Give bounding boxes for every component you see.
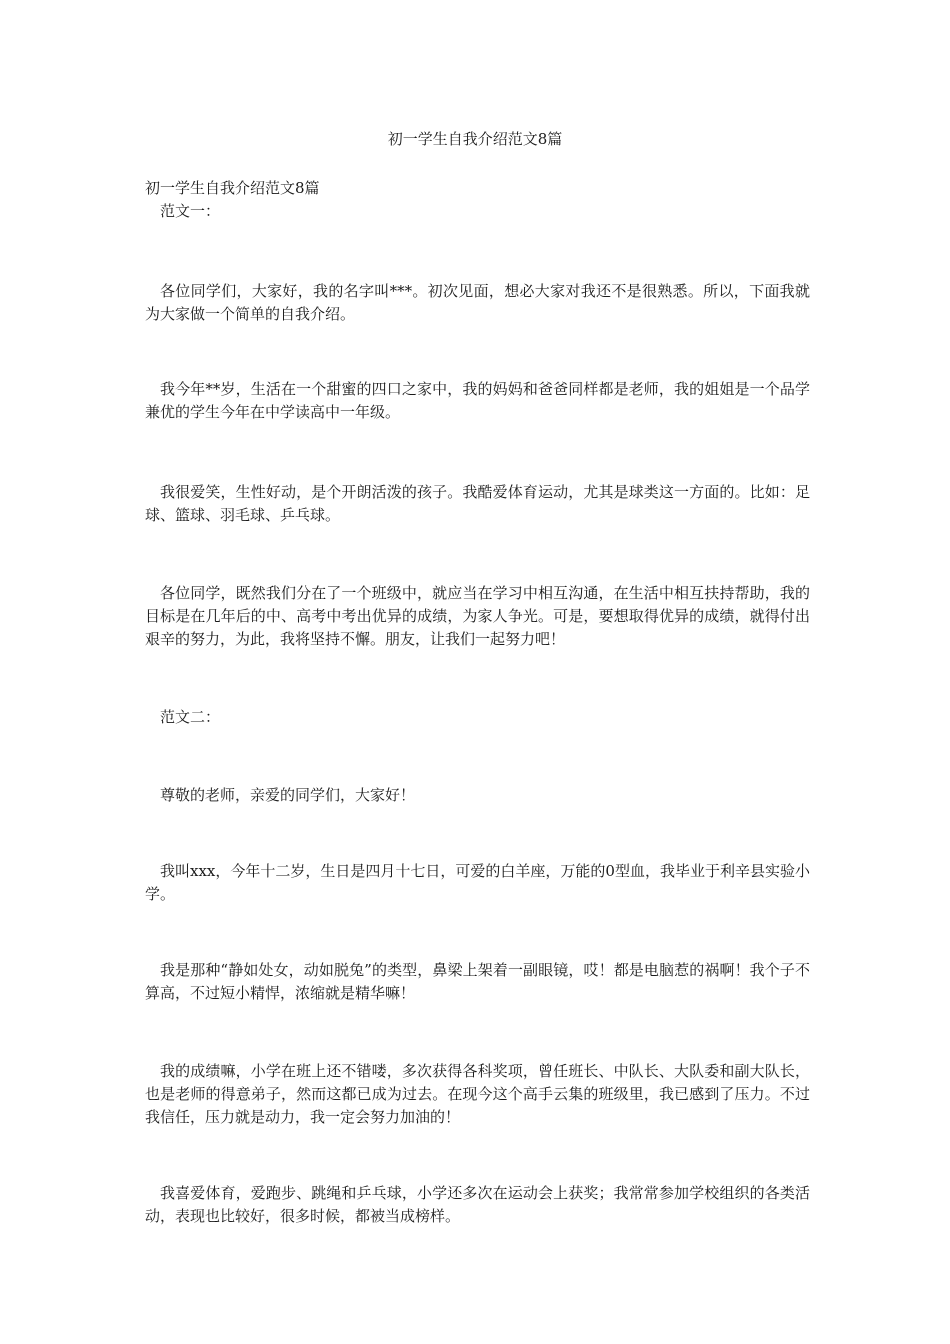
- paragraph: 各位同学们，大家好，我的名字叫***。初次见面，想必大家对我还不是很熟悉。所以，下面我就为大家做一个简单的自我介绍。: [145, 282, 810, 323]
- paragraph: 我喜爱体育，爱跑步、跳绳和乒乓球，小学还多次在运动会上获奖；我常常参加学校组织的各类活动，表现也比较好，很多时候，都被当成榜样。: [145, 1184, 810, 1225]
- section-heading-1: 范文一：: [160, 202, 221, 220]
- paragraph: 各位同学，既然我们分在了一个班级中，就应当在学习中相互沟通，在生活中相互扶持帮助，我的目标是在几年后的中、高考中考出优异的成绩，为家人争光。可是，要想取得优异的成绩，就得付出艰辛的努力，为此，我将坚持不懈。朋友，让我们一起努力吧！: [145, 584, 810, 648]
- document-title: 初一学生自我介绍范文8篇: [387, 130, 563, 148]
- paragraph: 我的成绩嘛，小学在班上还不错喽，多次获得各科奖项，曾任班长、中队长、大队委和副大队长，也是老师的得意弟子，然而这都已成为过去。在现今这个高手云集的班级里，我已感到了压力。不过我信任，压力就是动力，我一定会努力加油的！: [145, 1062, 810, 1126]
- document-subtitle: 初一学生自我介绍范文8篇: [145, 179, 320, 197]
- paragraph: 我今年**岁，生活在一个甜蜜的四口之家中，我的妈妈和爸爸同样都是老师，我的姐姐是一个品学兼优的学生今年在中学读高中一年级。: [145, 380, 810, 421]
- paragraph: 我叫xxx，今年十二岁，生日是四月十七日，可爱的白羊座，万能的0型血，我毕业于利辛县实验小学。: [145, 862, 810, 903]
- document-body: [145, 177, 810, 1228]
- paragraph: 尊敬的老师，亲爱的同学们，大家好！: [160, 786, 416, 804]
- paragraph: 我很爱笑，生性好动，是个开朗活泼的孩子。我酷爱体育运动，尤其是球类这一方面的。比如：足球、篮球、羽毛球、乒乓球。: [145, 483, 810, 524]
- paragraph: 我是那种“静如处女，动如脱兔”的类型，鼻梁上架着一副眼镜，哎！都是电脑惹的祸啊！我个子不算高，不过短小精悍，浓缩就是精华嘛！: [145, 961, 810, 1002]
- section-heading-2: 范文二：: [160, 708, 221, 726]
